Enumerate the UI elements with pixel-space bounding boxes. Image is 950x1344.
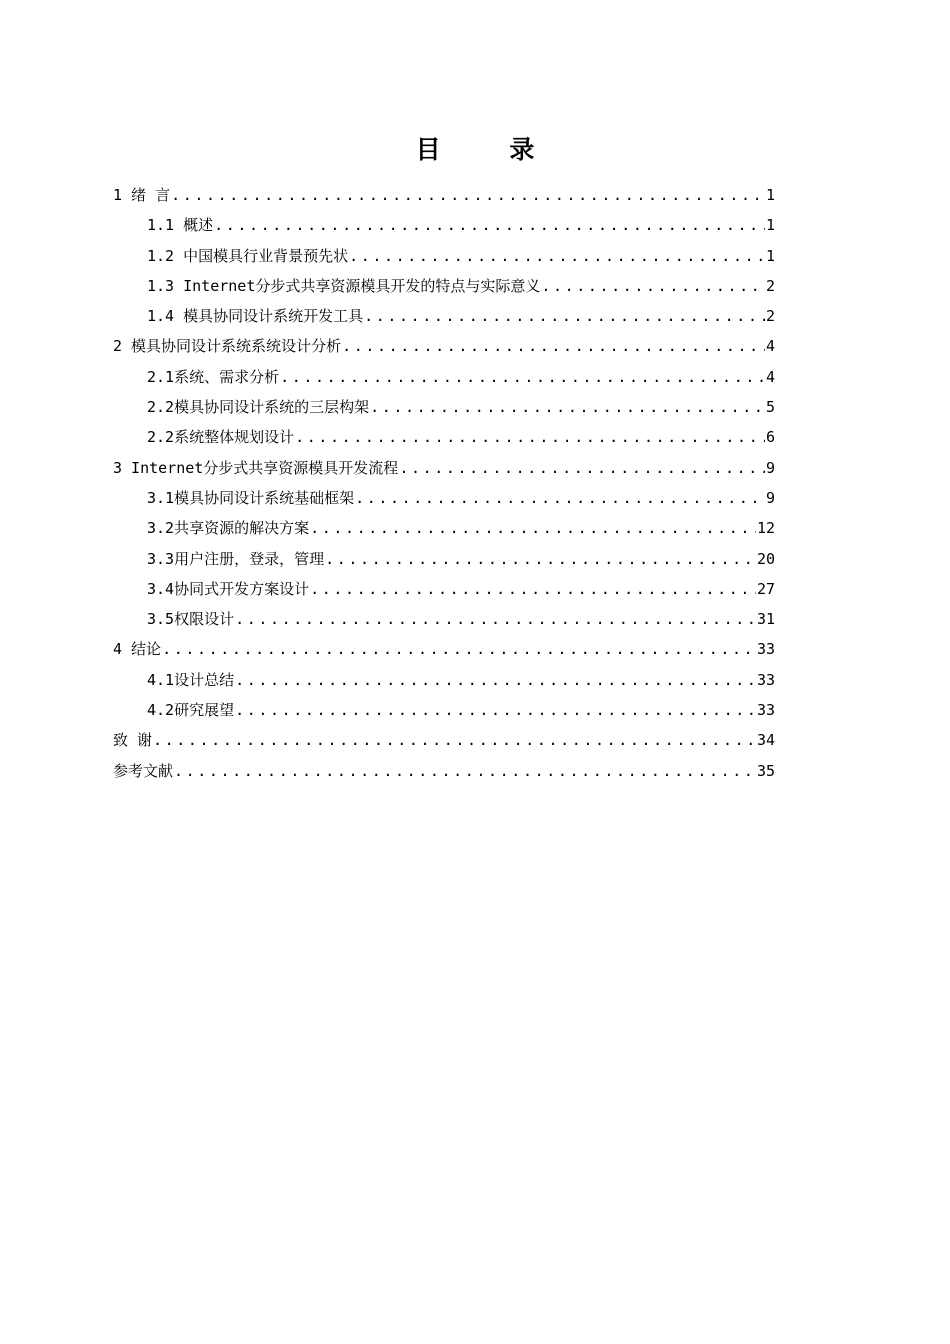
toc-entry-page-number: 2 (765, 307, 775, 326)
toc-entry[interactable] (113, 695, 775, 725)
toc-dot-leader (174, 756, 756, 786)
toc-entry-label: 1.2 中国模具行业背景预先状 (147, 246, 349, 265)
toc-entry[interactable] (113, 483, 775, 513)
toc-entry-page-number: 20 (756, 549, 775, 568)
toc-entry[interactable] (113, 392, 775, 422)
toc-entry-label: 2 模具协同设计系统系统设计分析 (113, 337, 342, 356)
toc-entry-page-number: 5 (765, 398, 775, 417)
toc-entry-label: 1.4 模具协同设计系统开发工具 (147, 307, 364, 326)
toc-dot-leader (364, 301, 765, 331)
toc-dot-leader (162, 634, 756, 664)
toc-entry[interactable] (113, 301, 775, 331)
toc-entry-label: 4.2研究展望 (147, 701, 235, 720)
page-title: 目 录 (415, 135, 565, 164)
toc-dot-leader (355, 483, 765, 513)
toc-entry-page-number: 1 (765, 186, 775, 204)
toc-entry-page-number: 31 (756, 610, 775, 629)
toc-entry[interactable] (113, 180, 775, 210)
toc-entry-page-number: 34 (756, 731, 775, 750)
toc-entry-label: 3.5权限设计 (147, 610, 235, 629)
toc-entry[interactable] (113, 362, 775, 392)
toc-entry[interactable] (113, 241, 775, 271)
toc-entry-page-number: 9 (765, 488, 775, 507)
toc-dot-leader (399, 453, 765, 483)
toc-dot-leader (310, 513, 756, 543)
toc-dot-leader (235, 604, 756, 634)
toc-entry-page-number: 33 (756, 670, 775, 689)
toc-entry-page-number: 12 (756, 519, 775, 538)
toc-entry-label: 1 绪 言 (113, 186, 171, 204)
toc-dot-leader (214, 210, 765, 240)
toc-entry[interactable] (113, 331, 775, 361)
toc-entry[interactable] (113, 604, 775, 634)
toc-dot-leader (310, 574, 756, 604)
toc-entry-page-number: 33 (756, 701, 775, 720)
toc-dot-leader (541, 271, 765, 301)
toc-entry-label: 2.1系统、需求分析 (147, 367, 280, 386)
toc-entry[interactable] (113, 210, 775, 240)
toc-entry-page-number: 9 (765, 458, 775, 477)
toc-entry-page-number: 6 (765, 428, 775, 447)
toc-entry[interactable] (113, 422, 775, 452)
toc-dot-leader (153, 725, 756, 755)
toc-entry-page-number: 2 (765, 276, 775, 295)
toc-entry[interactable] (113, 574, 775, 604)
toc-entry-page-number: 33 (756, 640, 775, 659)
toc-dot-leader (235, 665, 756, 695)
toc-entry-label: 3.1模具协同设计系统基础框架 (147, 488, 355, 507)
toc-entry[interactable] (113, 453, 775, 483)
toc-entry-label: 3.4协同式开发方案设计 (147, 579, 310, 598)
toc-dot-leader (171, 180, 765, 210)
toc-entry-label: 致 谢 (113, 731, 153, 750)
toc-dot-leader (325, 544, 756, 574)
table-of-contents (113, 180, 775, 786)
toc-entry[interactable] (113, 725, 775, 755)
toc-entry-label: 参考文献 (113, 761, 174, 780)
toc-dot-leader (280, 362, 765, 392)
toc-entry-label: 3.2共享资源的解决方案 (147, 519, 310, 538)
toc-entry-page-number: 1 (765, 216, 775, 235)
toc-entry-label: 2.2系统整体规划设计 (147, 428, 295, 447)
toc-entry-label: 4.1设计总结 (147, 670, 235, 689)
toc-entry[interactable] (113, 544, 775, 574)
toc-entry-page-number: 35 (756, 761, 775, 780)
toc-dot-leader (349, 241, 765, 271)
toc-entry[interactable] (113, 513, 775, 543)
toc-entry-label: 2.2模具协同设计系统的三层构架 (147, 398, 370, 417)
toc-entry-label: 3 Internet分步式共享资源模具开发流程 (113, 458, 399, 477)
toc-dot-leader (295, 422, 765, 452)
toc-entry[interactable] (113, 665, 775, 695)
toc-entry-label: 1.3 Internet分步式共享资源模具开发的特点与实际意义 (147, 276, 541, 295)
toc-entry[interactable] (113, 634, 775, 664)
toc-entry[interactable] (113, 271, 775, 301)
toc-entry-page-number: 4 (765, 367, 775, 386)
toc-entry-page-number: 27 (756, 579, 775, 598)
toc-entry[interactable] (113, 756, 775, 786)
toc-dot-leader (370, 392, 765, 422)
toc-dot-leader (235, 695, 756, 725)
toc-entry-label: 1.1 概述 (147, 216, 214, 235)
toc-entry-label: 3.3用户注册，登录，管理 (147, 549, 325, 568)
toc-entry-page-number: 1 (765, 246, 775, 265)
toc-entry-page-number: 4 (765, 337, 775, 356)
toc-entry-label: 4 结论 (113, 640, 162, 659)
toc-dot-leader (342, 331, 765, 361)
